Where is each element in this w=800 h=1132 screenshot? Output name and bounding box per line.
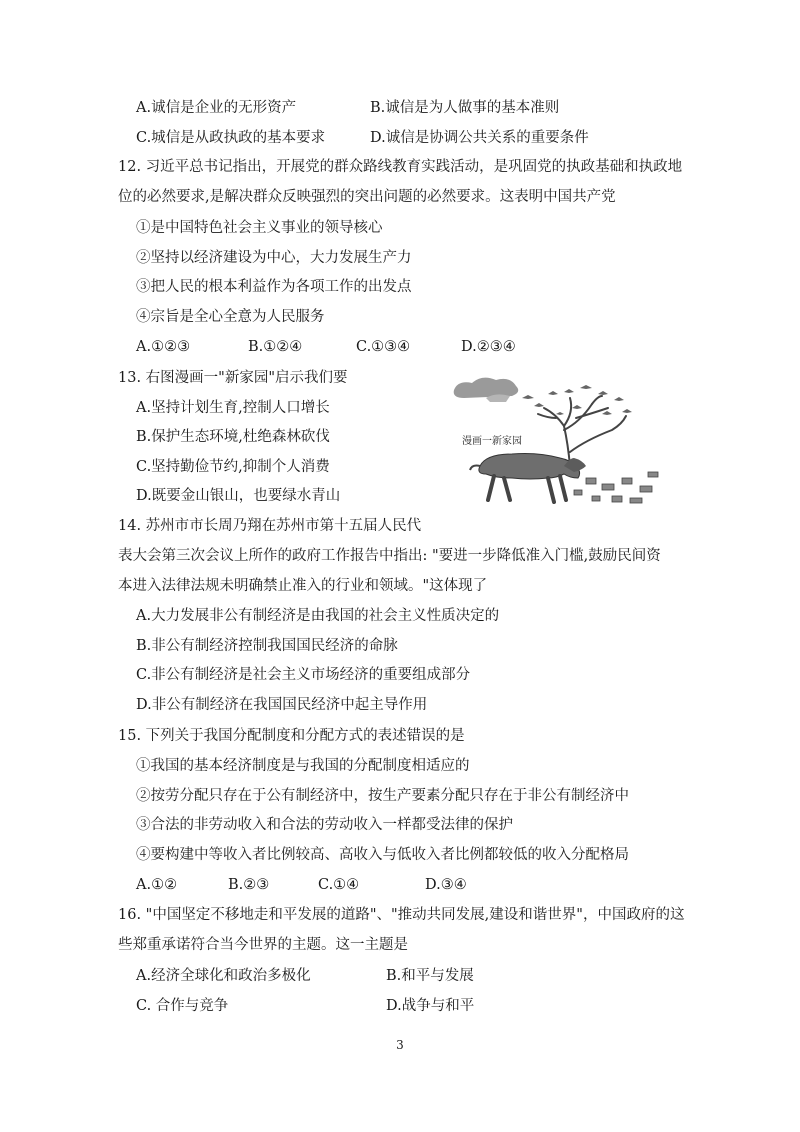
q15-option-a: A.①②: [136, 877, 178, 893]
q15-stem: 15. 下列关于我国分配制度和分配方式的表述错误的是: [118, 728, 465, 744]
q13-option-c: C.坚持勤俭节约,抑制个人消费: [136, 459, 330, 475]
q12-option-a: A.①②③: [136, 339, 191, 355]
cartoon-caption: 漫画一新家园: [462, 436, 522, 447]
q11-option-c: C.城信是从政执政的基本要求: [136, 130, 326, 146]
q16-option-b: B.和平与发展: [386, 968, 474, 984]
q15-option-d: D.③④: [425, 877, 467, 893]
q13-option-d: D.既要金山银山，也要绿水青山: [136, 488, 341, 504]
q14-stem-line3: 本进入法律法规未明确禁止准入的行业和领域。"这体现了: [118, 578, 488, 594]
q12-option-b: B.①②④: [248, 339, 303, 355]
q13-stem: 13. 右图漫画一"新家园"启示我们要: [118, 370, 348, 386]
q16-option-a: A.经济全球化和政治多极化: [136, 968, 311, 984]
q15-option-b: B.②③: [228, 877, 270, 893]
q12-statement-3: ③把人民的根本利益作为各项工作的出发点: [136, 279, 412, 295]
q14-option-d: D.非公有制经济在我国国民经济中起主导作用: [136, 697, 428, 713]
q16-stem-line2: 些郑重承诺符合当今世界的主题。这一主题是: [118, 937, 408, 953]
q16-option-c: C. 合作与竞争: [136, 998, 229, 1014]
q14-option-a: A.大力发展非公有制经济是由我国的社会主义性质决定的: [136, 608, 500, 624]
q15-statement-2: ②按劳分配只存在于公有制经济中，按生产要素分配只存在于非公有制经济中: [136, 788, 629, 804]
q14-stem-line1: 14. 苏州市市长周乃翔在苏州市第十五届人民代: [118, 518, 422, 534]
q14-option-c: C.非公有制经济是社会主义市场经济的重要组成部分: [136, 667, 471, 683]
q13-option-b: B.保护生态环境,杜绝森林砍伐: [136, 429, 330, 445]
q13-option-a: A.坚持计划生育,控制人口增长: [136, 400, 330, 416]
q12-stem-line2: 位的必然要求,是解决群众反映强烈的突出问题的必然要求。这表明中国共产党: [118, 189, 616, 205]
q14-option-b: B.非公有制经济控制我国国民经济的命脉: [136, 638, 398, 654]
q15-statement-1: ①我国的基本经济制度是与我国的分配制度相适应的: [136, 758, 470, 774]
q11-option-a: A.诚信是企业的无形资产: [136, 100, 297, 116]
cartoon-new-homeland: [452, 374, 664, 508]
q11-option-b: B.诚信是为人做事的基本准则: [370, 100, 560, 116]
q15-option-c: C.①④: [318, 877, 360, 893]
q12-option-c: C.①③④: [356, 339, 411, 355]
q12-statement-2: ②坚持以经济建设为中心，大力发展生产力: [136, 250, 412, 266]
q15-statement-3: ③合法的非劳动收入和合法的劳动收入一样都受法律的保护: [136, 817, 513, 833]
q12-statement-1: ①是中国特色社会主义事业的领导核心: [136, 220, 383, 236]
q16-stem-line1: 16. "中国坚定不移地走和平发展的道路"、"推动共同发展,建设和谐世界"，中国政府的这: [118, 907, 685, 923]
q11-option-d: D.诚信是协调公共关系的重要条件: [370, 130, 589, 146]
q14-stem-line2: 表大会第三次会议上所作的政府工作报告中指出: "要进一步降低准入门槛,鼓励民间资: [118, 548, 661, 564]
q15-statement-4: ④要构建中等收入者比例较高、高收入与低收入者比例都较低的收入分配格局: [136, 847, 629, 863]
page-number: 3: [396, 1038, 404, 1052]
q16-option-d: D.战争与和平: [386, 998, 475, 1014]
q12-stem-line1: 12. 习近平总书记指出，开展党的群众路线教育实践活动，是巩固党的执政基础和执政地: [118, 159, 683, 175]
q12-option-d: D.②③④: [461, 339, 516, 355]
q12-statement-4: ④宗旨是全心全意为人民服务: [136, 309, 325, 325]
